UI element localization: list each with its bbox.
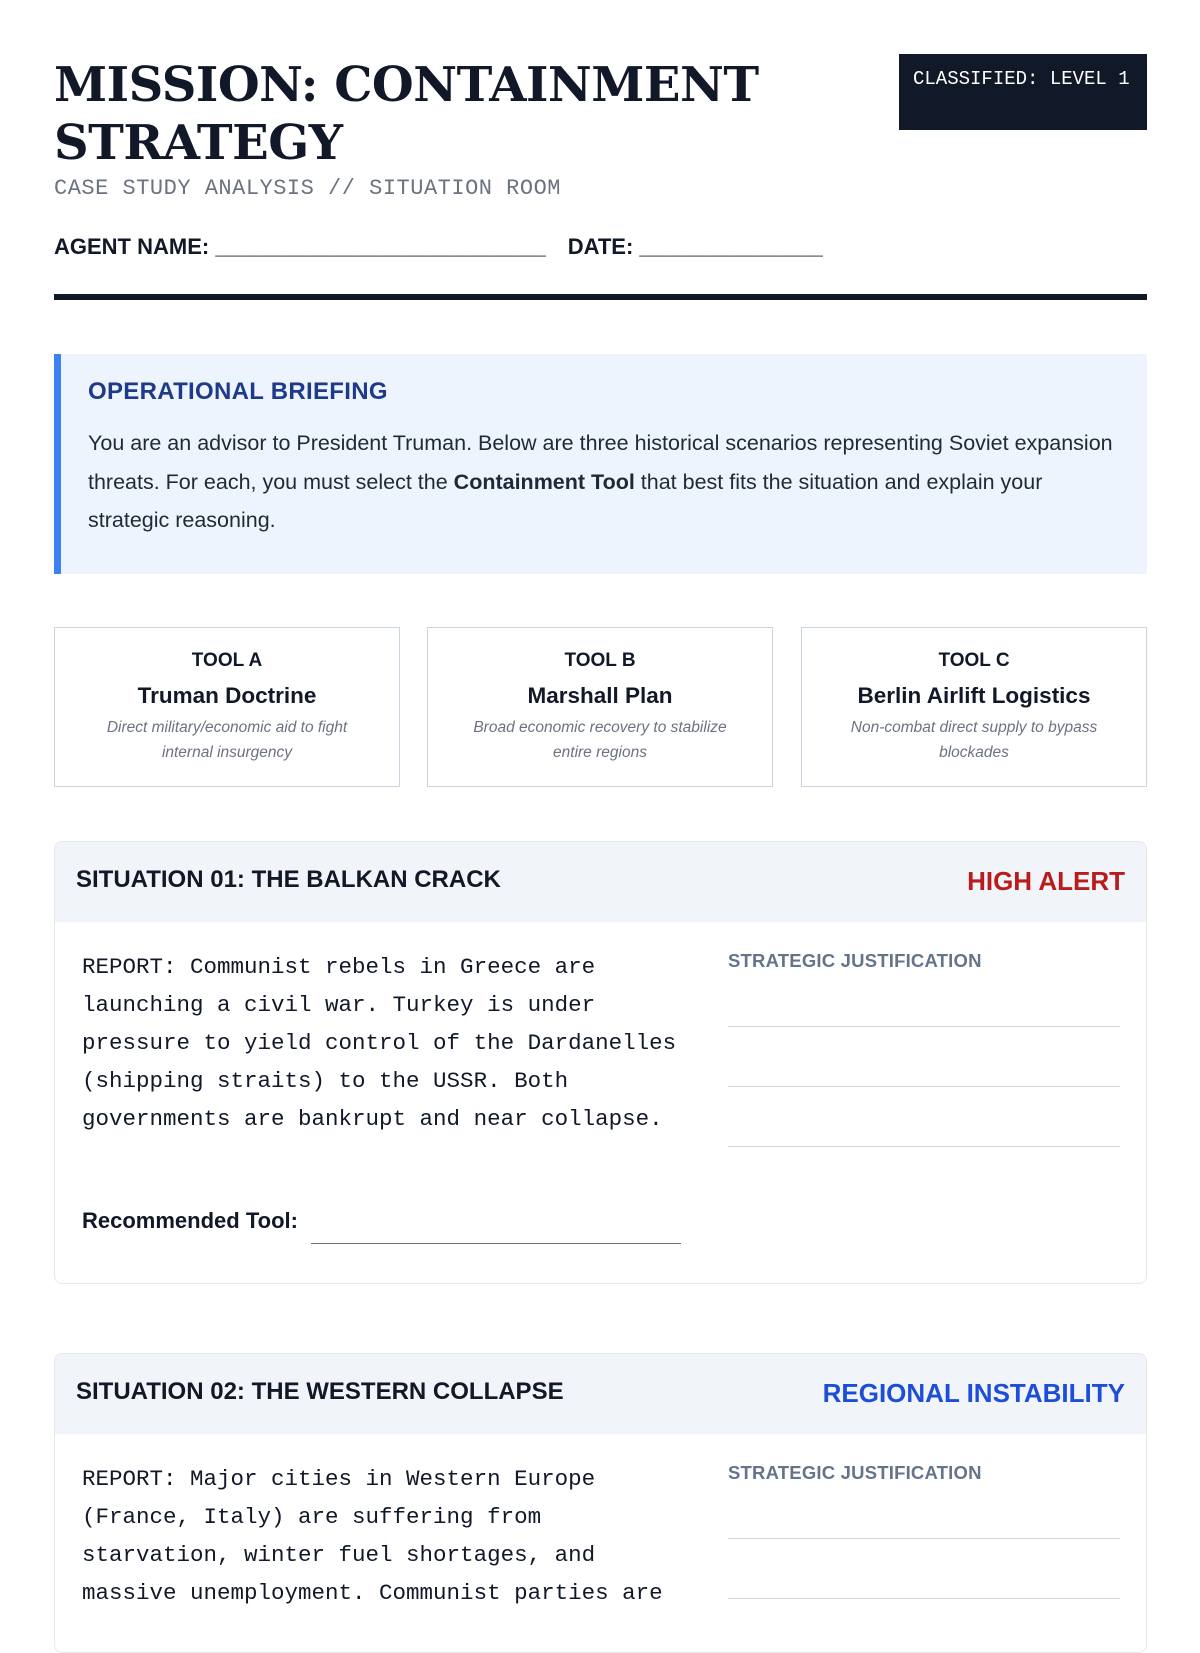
situation-title: SITUATION 02: THE WESTERN COLLAPSE — [76, 1378, 564, 1405]
situation-header — [55, 1354, 1146, 1434]
justification-line-3[interactable] — [728, 1146, 1120, 1147]
worksheet-header — [54, 0, 1147, 300]
briefing-emphasis: Containment Tool — [453, 469, 635, 494]
date-field[interactable]: DATE: _______________ — [567, 234, 823, 259]
agent-name-field[interactable]: AGENT NAME: ___________________________ — [54, 234, 546, 259]
tool-card-b — [427, 627, 773, 787]
situation-header — [55, 842, 1146, 922]
tool-name: Marshall Plan — [527, 683, 673, 708]
situation-card-01 — [54, 841, 1147, 1284]
recommended-tool-input[interactable] — [311, 1243, 681, 1244]
justification-line-1[interactable] — [728, 1538, 1120, 1539]
tool-description: Direct military/economic aid to fight internal insurgency — [106, 719, 348, 761]
worksheet-page — [54, 0, 1147, 1606]
situation-report: REPORT: Major cities in Western Europe (France, Italy) are suffering from starvation, winter fuel shortages, and massive unemployment. Communist parties are — [82, 1466, 663, 1606]
tool-name: Truman Doctrine — [137, 683, 317, 708]
justification-label: STRATEGIC JUSTIFICATION — [728, 950, 982, 971]
briefing-text: You are an advisor to President Truman. Below are three historical scenarios representing Soviet expansion threats. For each, you must select the Containment Tool that best fits the situation and explain your strategic reasoning. — [88, 431, 1113, 532]
recommended-tool-label: Recommended Tool: — [82, 1208, 298, 1233]
situation-title: SITUATION 01: THE BALKAN CRACK — [76, 866, 501, 893]
agent-date-fields — [54, 234, 823, 260]
justification-line-2[interactable] — [728, 1086, 1120, 1087]
tool-card-c — [801, 627, 1147, 787]
tool-description: Broad economic recovery to stabilize entire regions — [473, 719, 727, 761]
tools-row — [54, 627, 1147, 787]
header-divider — [54, 294, 1147, 300]
operational-briefing — [54, 354, 1147, 574]
alert-level: REGIONAL INSTABILITY — [822, 1378, 1125, 1408]
page-title: MISSION: CONTAINMENT STRATEGY — [54, 57, 759, 171]
tool-card-a — [54, 627, 400, 787]
tool-letter: TOOL B — [564, 650, 636, 671]
tool-description: Non-combat direct supply to bypass blockades — [850, 719, 1098, 761]
justification-label: STRATEGIC JUSTIFICATION — [728, 1462, 982, 1483]
alert-level: HIGH ALERT — [967, 866, 1125, 896]
classified-badge: CLASSIFIED: LEVEL 1 — [899, 54, 1147, 130]
justification-line-1[interactable] — [728, 1026, 1120, 1027]
tool-letter: TOOL A — [191, 650, 263, 671]
situation-card-02 — [54, 1353, 1147, 1653]
justification-line-2[interactable] — [728, 1598, 1120, 1599]
tool-letter: TOOL C — [938, 650, 1010, 671]
page-subtitle: CASE STUDY ANALYSIS // SITUATION ROOM — [54, 176, 561, 201]
situation-report: REPORT: Communist rebels in Greece are launching a civil war. Turkey is under pressure to yield control of the Dardanelles (shipping straits) to the USSR. Both governments are bankrupt and near collapse. — [82, 954, 677, 1132]
tool-name: Berlin Airlift Logistics — [857, 683, 1091, 708]
briefing-heading: OPERATIONAL BRIEFING — [88, 378, 388, 405]
